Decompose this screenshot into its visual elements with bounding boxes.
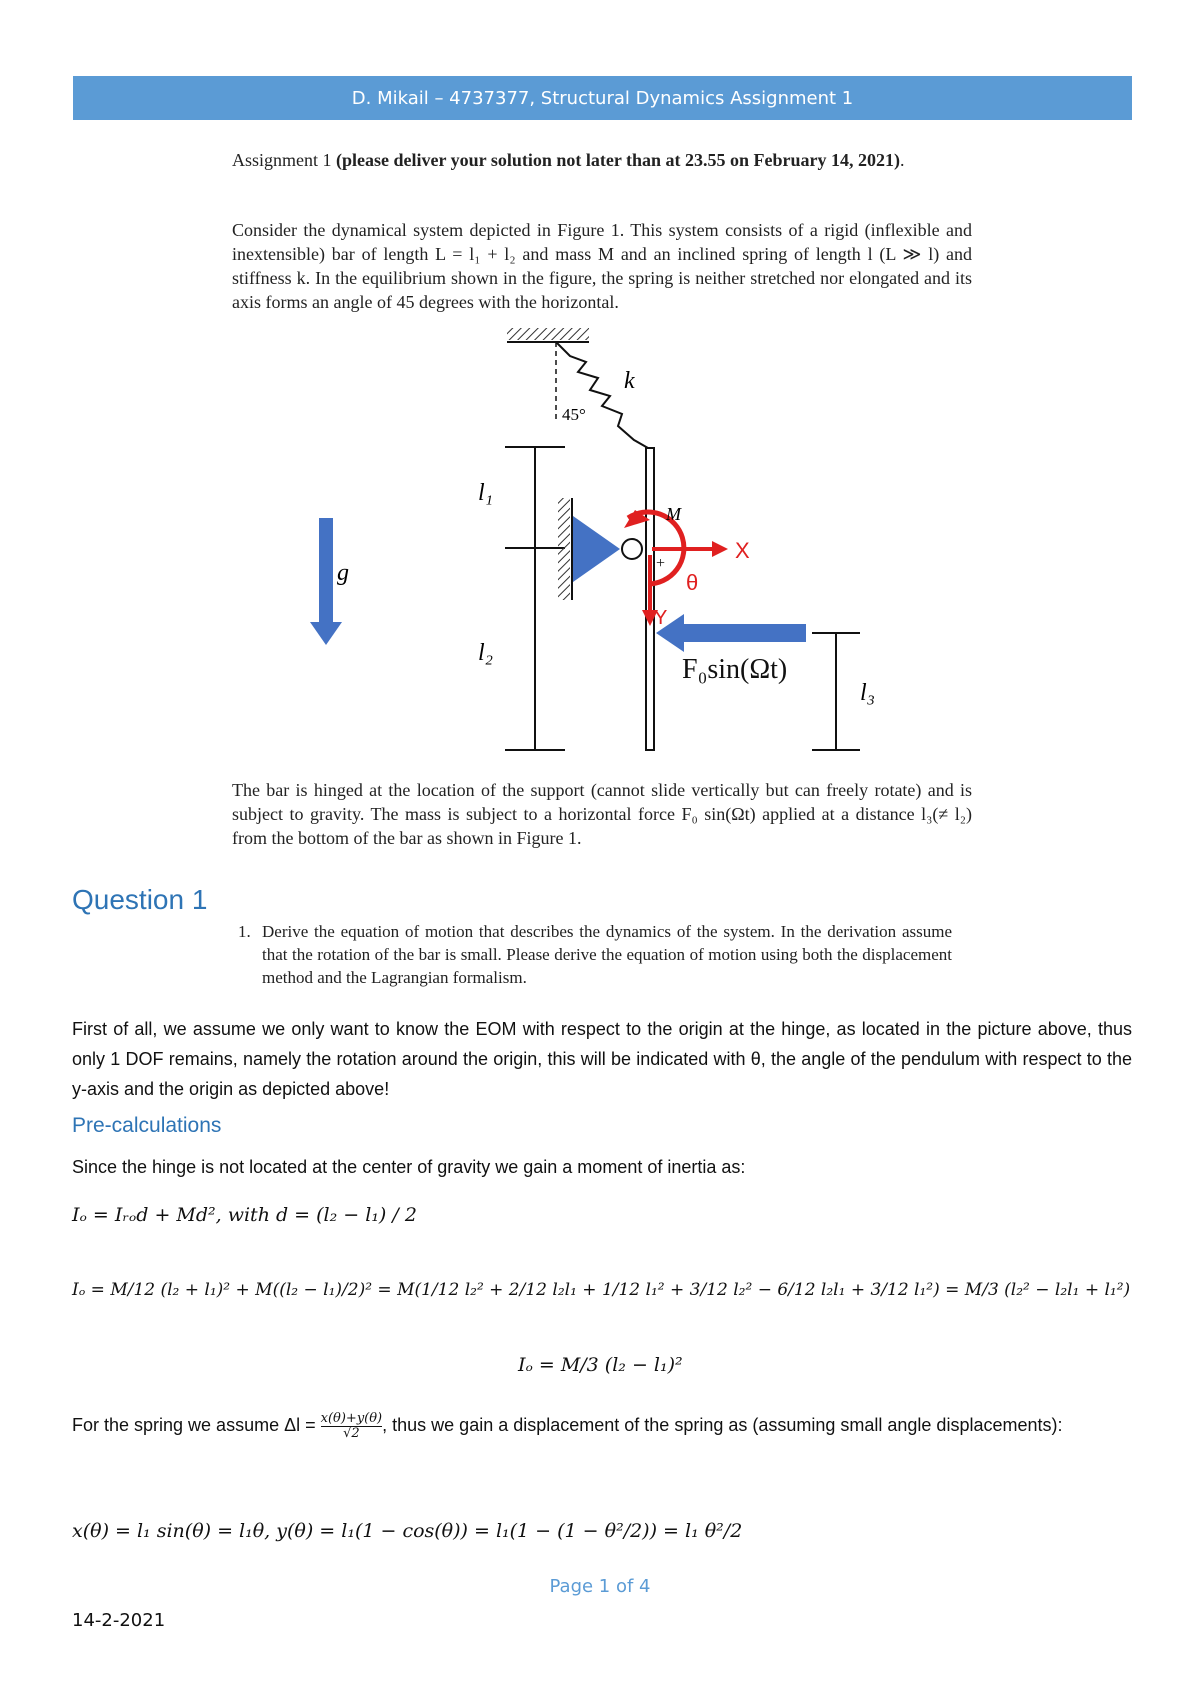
mass-label: M <box>666 504 681 524</box>
figure-1 <box>0 0 1200 760</box>
angle-label: 45° <box>562 405 586 424</box>
assignment-intro: Assignment 1 (please deliver your solution not later than at 23.55 on February 14, 2021). <box>232 150 905 170</box>
assignment-paragraph-2: The bar is hinged at the location of the support (cannot slide vertically but can freely rotate) and is subject to gravity. The mass is subject to a horizontal force F₀ sin(Ωt) applied at a distance l₃(≠ l₂) from the bottom of the bar as shown in Figure 1. <box>232 780 972 848</box>
assignment-paragraph-1: Consider the dynamical system depicted in Figure 1. This system consists of a rigid (inflexible and inextensible) bar of length L = l₁ + l₂ and mass M and an inclined spring of length l (L ≫ l) and stiffness k. In the equilibrium shown in the figure, the spring is neither stretched nor elongated and its axis forms an angle of 45 degrees with the horizontal. <box>232 220 972 312</box>
precalc-intro: Since the hinge is not located at the center of gravity we gain a moment of inertia as: <box>72 1157 746 1177</box>
task-number: 1. <box>238 922 251 941</box>
equation-inertia-def: Iₒ = Iᵣₒd + Md², with d = (l₂ − l₁) / 2 <box>72 1204 417 1226</box>
hinge <box>622 539 642 559</box>
equation-inertia-result: Iₒ = M/3 (l₂ − l₁)² <box>518 1354 683 1376</box>
equation-displacements: x(θ) = l₁ sin(θ) = l₁θ, y(θ) = l₁(1 − cos(θ)) = l₁(1 − (1 − θ²/2)) = l₁ θ²/2 <box>72 1520 743 1542</box>
y-axis-label: Y <box>654 607 668 629</box>
equation-inertia-expansion: Iₒ = M/12 (l₂ + l₁)² + M((l₂ − l₁)/2)² = M(1/12 l₂² + 2/12 l₂l₁ + 1/12 l₁² + 3/12 l₂² − 6/12 l₂l₁ + 3/12 l₁²) = M/3 (l₂² − l₂l₁ + l₁²) <box>72 1280 1131 1300</box>
question-1-task: 1. Derive the equation of motion that describes the dynamics of the system. In the derivation assume that the rotation of the bar is small. Please derive the equation of motion using both the displacement method and the Lagrangian formalism. <box>238 922 952 987</box>
force-label: F₀sin(Ωt) <box>682 654 788 685</box>
footer-date: 14-2-2021 <box>72 1610 166 1631</box>
precalc-heading: Pre-calculations <box>72 1114 222 1137</box>
gravity-label: g <box>337 560 349 586</box>
page-header: D. Mikail – 4737377, Structural Dynamics Assignment 1 <box>73 76 1132 120</box>
l2-label: l₂ <box>478 640 494 666</box>
force-arrow <box>682 624 806 642</box>
l1-label: l₁ <box>478 480 494 506</box>
theta-label: θ <box>686 570 699 595</box>
spring-label: k <box>624 368 635 394</box>
wall-hatch <box>558 498 570 600</box>
delta-l-fraction: $\frac{x(\theta)+y(\theta)}{√2}$ <box>320 1410 383 1441</box>
spring-paragraph: For the spring we assume Δl = $\frac{x(\theta)+y(\theta)}{√2}$ , thus we gain a displacement of the spring as (assuming small angle displacements): <box>72 1410 1063 1441</box>
support-triangle <box>573 516 620 582</box>
gravity-arrow-head <box>310 622 342 645</box>
answer-paragraph: First of all, we assume we only want to know the EOM with respect to the origin at the hinge, as located in the picture above, thus only 1 DOF remains, namely the rotation around the origin, this will be indicated with θ, the angle of the pendulum with respect to the y-axis and the origin as depicted above! <box>72 1019 1132 1099</box>
ceiling-hatch <box>507 328 589 340</box>
plus-label: + <box>656 555 666 572</box>
l3-label: l₃ <box>860 680 876 706</box>
question-1-heading: Question 1 <box>72 884 208 915</box>
x-axis-head <box>712 541 728 557</box>
spring <box>556 342 648 448</box>
x-axis-label: X <box>735 538 750 563</box>
page-number: Page 1 of 4 <box>549 1576 651 1597</box>
